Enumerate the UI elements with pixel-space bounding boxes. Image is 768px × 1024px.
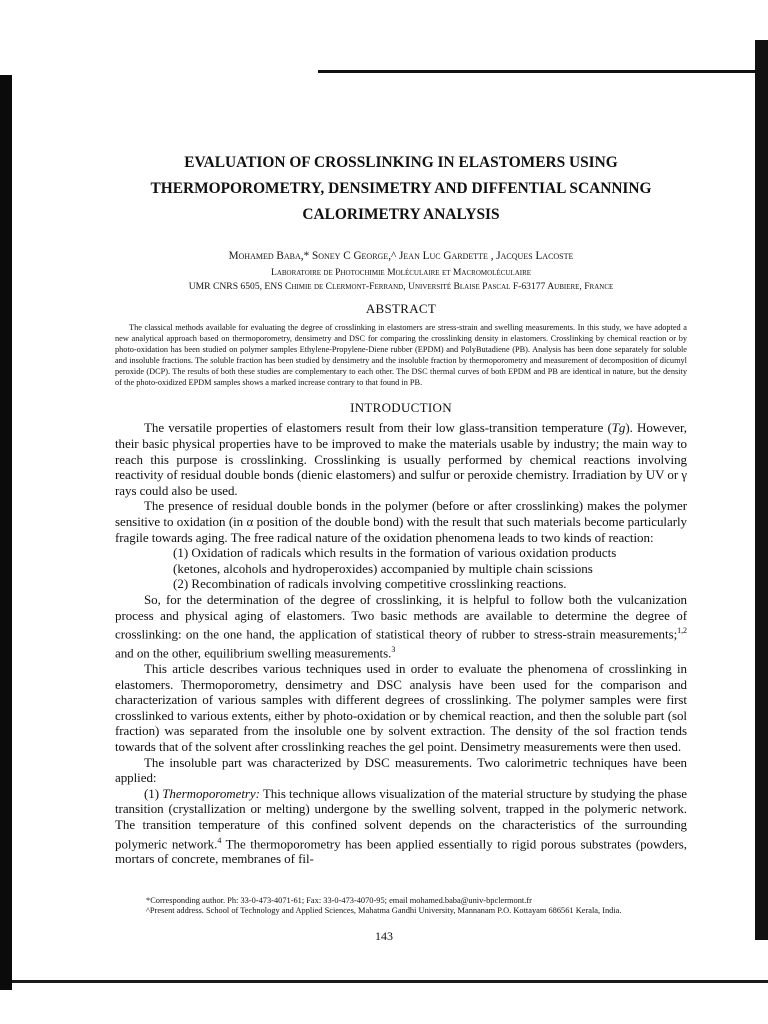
affiliation-line-2: UMR CNRS 6505, ENS Chimie de Clermont-Ferrand, Université Blaise Pascal F-63177 Aubiere, France	[188, 281, 614, 292]
page-number: 143	[375, 929, 393, 943]
scan-border-left	[0, 75, 12, 990]
author-list: Mohamed Baba,* Soney C George,^ Jean Luc Gardette , Jacques Lacoste	[228, 250, 574, 262]
intro-paragraph-5: The insoluble part was characterized by DSC measurements. Two calorimetric techniques have been applied:	[115, 754, 687, 786]
footnotes	[146, 896, 686, 917]
abstract-text: The classical methods available for evaluating the degree of crosslinking in elastomers are stress-strain and swelling measurements. In this study, we have adopted a new analytical approach based on thermoporometry, densimetry and DSC for comparing the crosslinking density in elastomers. Crosslinking by chemical reaction or by photo-oxidation has been studied on polymer samples Ethylene-Propylene-Diene rubber (EPDM) and PolyButadiene (PB). Analysis has been done separately for soluble and insoluble fractions. The soluble fraction has been studied by densimetry and the insoluble fraction by thermoporometry and measurement of decomposition of dicumyl peroxide (DCP). The results of both these studies are complementary to each other. The DSC thermal curves of both EPDM and PB are identical in nature, but the density of the photo-oxidized EPDM samples shows a marked increase contrary to that found in PB.	[115, 323, 687, 387]
introduction-heading: INTRODUCTION	[350, 400, 452, 416]
intro-paragraph-4: This article describes various techniques used in order to evaluate the phenomena of crosslinking in elastomers. Thermoporometry, densimetry and DSC analysis have been used for the comparison and characterization of various samples with different degrees of crosslinking. The polymer samples were first crosslinked to various extents, either by photo-oxidation or by chemical reaction, and then the soluble part (sol fraction) was separated from the insoluble one by solvent extraction. The density of the sol fraction tends towards that of the solvent after crosslinking reaches the gel point. Densimetry measurements were then used.	[115, 661, 687, 754]
reaction-list-item-2: (2) Recombination of radicals involving competitive crosslinking reactions.	[173, 576, 567, 592]
footnote-present-address: ^Present address. School of Technology and Applied Sciences, Mahatma Gandhi University, Mannanam P.O. Kottayam 686561 Kerala, India.	[146, 906, 622, 916]
scan-border-bottom	[12, 980, 768, 983]
intro-paragraph-1: The versatile properties of elastomers result from their low glass-transition temperature (Tg). However, their basic physical properties have to be improved to make the materials usable by industry; the main way to reach this purpose is crosslinking. Crosslinking is usually performed by chemical reactions involving reactivity of residual double bonds (dienic elastomers) and sulfur or peroxide chemistry. Irradiation by UV or γ rays could also be used.	[115, 420, 687, 498]
paper-title: EVALUATION OF CROSSLINKING IN ELASTOMERS USING THERMOPOROMETRY, DENSIMETRY AND DIFFENTIAL SCANNING CALORIMETRY ANALYSIS	[150, 154, 652, 223]
paper-page	[115, 150, 687, 867]
scan-border-top	[318, 70, 768, 73]
intro-paragraph-2: The presence of residual double bonds in the polymer (before or after crosslinking) makes the polymer sensitive to oxidation (in α position of the double bond) with the result that such materials become particularly fragile towards aging. The free radical nature of the oxidation phenomena leads to two kinds of reaction:	[115, 498, 687, 545]
affiliation-line-1: Laboratoire de Photochimie Moléculaire et Macromoléculaire	[270, 267, 532, 278]
reaction-list-item-1: (1) Oxidation of radicals which results in the formation of various oxidation products	[173, 545, 617, 561]
reaction-list-item-1-continued: (ketones, alcohols and hydroperoxides) accompanied by multiple chain scissions	[173, 560, 593, 576]
scan-border-right	[755, 40, 768, 940]
abstract-heading: ABSTRACT	[365, 301, 437, 316]
footnote-corresponding-author: *Corresponding author. Ph: 33-0-473-4071-61; Fax: 33-0-473-4070-95; email mohamed.baba@univ-bpclermont.fr	[146, 896, 532, 905]
intro-paragraph-6: (1) Thermoporometry: This technique allows visualization of the material structure by studying the phase transition (crystallization or melting) undergone by the swelling solvent, trapped in the polymeric network. The transition temperature of this confined solvent depends on the characteristics of the surrounding polymeric network.$^4$ The thermoporometry has been applied essentially to rigid porous substrates (powders, mortars of concrete, membranes of fil-	[115, 785, 688, 867]
intro-paragraph-3: So, for the determination of the degree of crosslinking, it is helpful to follow both the vulcanization process and physical aging of elastomers. Two basic methods are available to determine the degree of crosslinking: on the one hand, the application of statistical theory of rubber to stress-strain measurements;$^{1,2}$ and on the other, equilibrium swelling measurements.$^3$	[115, 591, 687, 661]
